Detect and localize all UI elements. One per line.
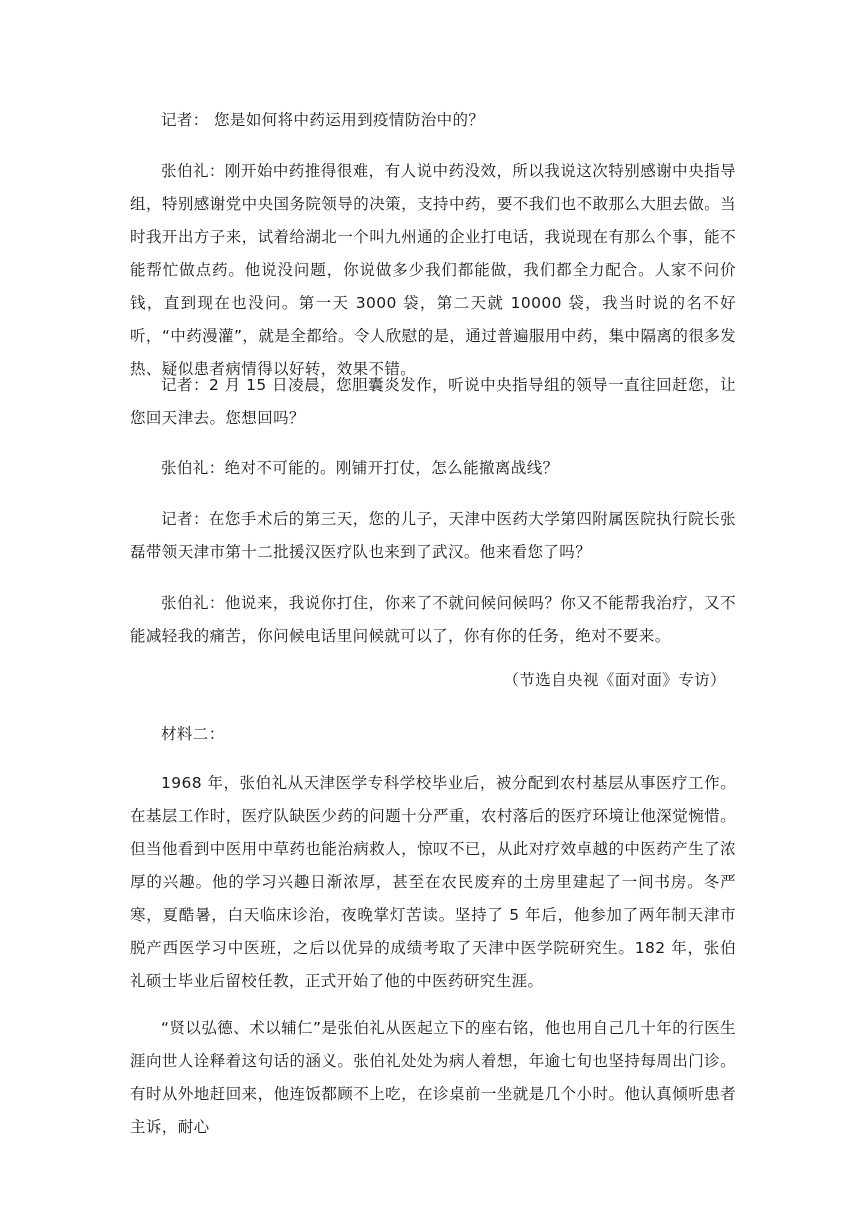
reporter-question-1: 记者： 您是如何将中药运用到疫情防治中的？ <box>161 111 485 129</box>
answer-3: 张伯礼：他说来，我说你打住，你来了不就问候问候吗？你又不能帮我治疗，又不能减轻我的痛苦，你问候电话里问候就可以了，你有你的任务，绝对不要来。 <box>130 594 736 645</box>
reporter-question-2: 记者：2 月 15 日凌晨，您胆囊炎发作，听说中央指导组的领导一直往回赶您，让您回天津去。您想回吗？ <box>130 376 736 427</box>
source-citation: （节选自央视《面对面》专访） <box>503 671 726 689</box>
answer-1: 张伯礼：刚开始中药推得很难，有人说中药没效，所以我说这次特别感谢中央指导组，特别感谢党中央国务院领导的决策，支持中药，要不我们也不敢那么大胆去做。当时我开出方子来，试着给湖北一个叫九州通的企业打电话，我说现在有那么个事，能不能帮忙做点药。他说没问题，你说做多少我们都能做，我们都全力配合。人家不问价钱，直到现在也没问。第一天 3000 袋，第二天就 10000 袋，我当时说的名不好听，“中药漫灌”，就是全都给。令人欣慰的是，通过普遍服用中药，集中隔离的很多发热、疑似患者病情得以好转，效果不错。 <box>130 162 736 378</box>
material-2-paragraph-1: 1968 年，张伯礼从天津医学专科学校毕业后，被分配到农村基层从事医疗工作。在基层工作时，医疗队缺医少药的问题十分严重，农村落后的医疗环境让他深觉惋惜。但当他看到中医用中草药也能治病救人，惊叹不已，从此对疗效卓越的中医药产生了浓厚的兴趣。他的学习兴趣日渐浓厚，甚至在农民废弃的土房里建起了一间书房。冬严寒，夏酷暑，白天临床诊治，夜晚掌灯苦读。坚持了 5 年后，他参加了两年制天津市脱产西医学习中医班，之后以优异的成绩考取了天津中医学院研究生。182 年，张伯礼硕士毕业后留校任教，正式开始了他的中医药研究生涯。 <box>130 774 736 990</box>
section-heading-material-2: 材料二： <box>161 725 225 743</box>
material-2-paragraph-2: “贤以弘德、术以辅仁”是张伯礼从医起立下的座右铭，他也用自己几十年的行医生涯向世人诠释着这句话的涵义。张伯礼处处为病人着想，年逾七旬也坚持每周出门诊。有时从外地赶回来，他连饭都顾不上吃，在诊桌前一坐就是几个小时。他认真倾听患者主诉，耐心 <box>130 1019 736 1136</box>
reporter-question-3: 记者：在您手术后的第三天，您的儿子，天津中医药大学第四附属医院执行院长张磊带领天津市第十二批援汉医疗队也来到了武汉。他来看您了吗？ <box>130 510 736 561</box>
answer-2: 张伯礼：绝对不可能的。刚铺开打仗，怎么能撤离战线？ <box>161 459 559 477</box>
